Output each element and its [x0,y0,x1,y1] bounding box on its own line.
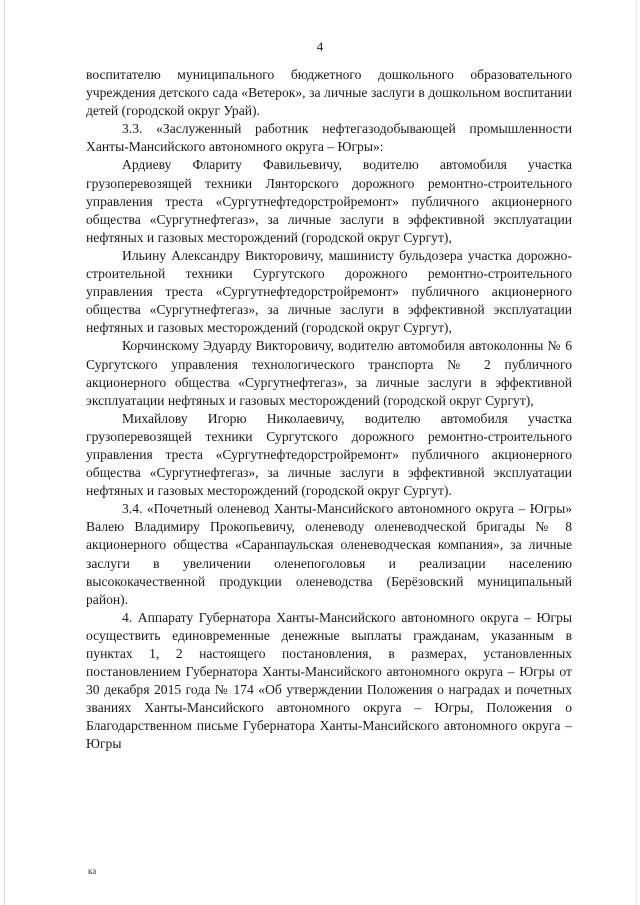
section-3-3-heading: 3.3. «Заслуженный работник нефтегазодобывающей промышленности Ханты-Мансийского автономного округа – Югры»: [86,121,572,155]
footer-mark: ка [88,866,97,876]
paragraph-continuation: воспитателю муниципального бюджетного дошкольного образовательного учреждения детского сада «Ветерок», за личные заслуги в дошкольном воспитании детей (городской округ Урай). [86,67,572,119]
awardee-ilyin: Ильину Александру Викторовичу, машинисту бульдозера участка дорожно-строительной техники Сургутского дорожного ремонтно-строительного управления треста «Сургутнефтедорстройремонт» публичного акционерного общества «Сургутнефтегаз», за личные заслуги в эффективной эксплуатации нефтяных и газовых месторождений (городской округ Сургут), [86,247,572,336]
awardee-mikhailov: Михайлову Игорю Николаевичу, водителю автомобиля участка грузоперевозящей техники Сургутского дорожного ремонтно-строительного управления треста «Сургутнефтедорстройремонт» публичного акционерного общества «Сургутнефтегаз», за личные заслуги в эффективной эксплуатации нефтяных и газовых месторождений (городской округ Сургут). [86,410,572,499]
page-number: 4 [316,39,324,54]
awardee-korchinsky: Корчинскому Эдуарду Викторовичу, водителю автомобиля автоколонны № 6 Сургутского управления технологического транспорта № 2 публичного акционерного общества «Сургутнефтегаз», за личные заслуги в эффективной эксплуатации нефтяных и газовых месторождений (городской округ Сургут), [86,338,572,408]
document-body [86,66,572,754]
awardee-ardiev: Ардиеву Флариту Фавильевичу, водителю автомобиля участка грузоперевозящей техники Лянторского дорожного ремонтно-строительного управления треста «Сургутнефтедорстройремонт» публичного акционерного общества «Сургутнефтегаз», за личные заслуги в эффективной эксплуатации нефтяных и газовых месторождений (городской округ Сургут), [86,157,572,245]
page-edge-right [636,0,637,905]
section-4-paragraph: 4. Аппарату Губернатора Ханты-Мансийского автономного округа – Югры осуществить единовременные денежные выплаты гражданам, указанным в пунктах 1, 2 настоящего постановления, в размерах, установленных постановлением Губернатора Ханты-Мансийского автономного округа – Югры от 30 декабря 2015 года № 174 «Об утверждении Положения о наградах и почетных званиях Ханты-Мансийского автономного округа – Югры, Положения о Благодарственном письме Губернатора Ханты-Мансийского автономного округа – Югры [86,609,572,752]
page-edge-left [4,0,5,905]
section-3-4-paragraph: 3.4. «Почетный оленевод Ханты-Мансийского автономного округа – Югры» Валею Владимиру Прокопьевичу, оленеводу оленеводческой бригады № 8 акционерного общества «Саранпаульская оленеводческая компания», за личные заслуги в увеличении оленепоголовья и реализации населению высококачественной продукции оленеводства (Берёзовский муниципальный район). [86,501,572,607]
